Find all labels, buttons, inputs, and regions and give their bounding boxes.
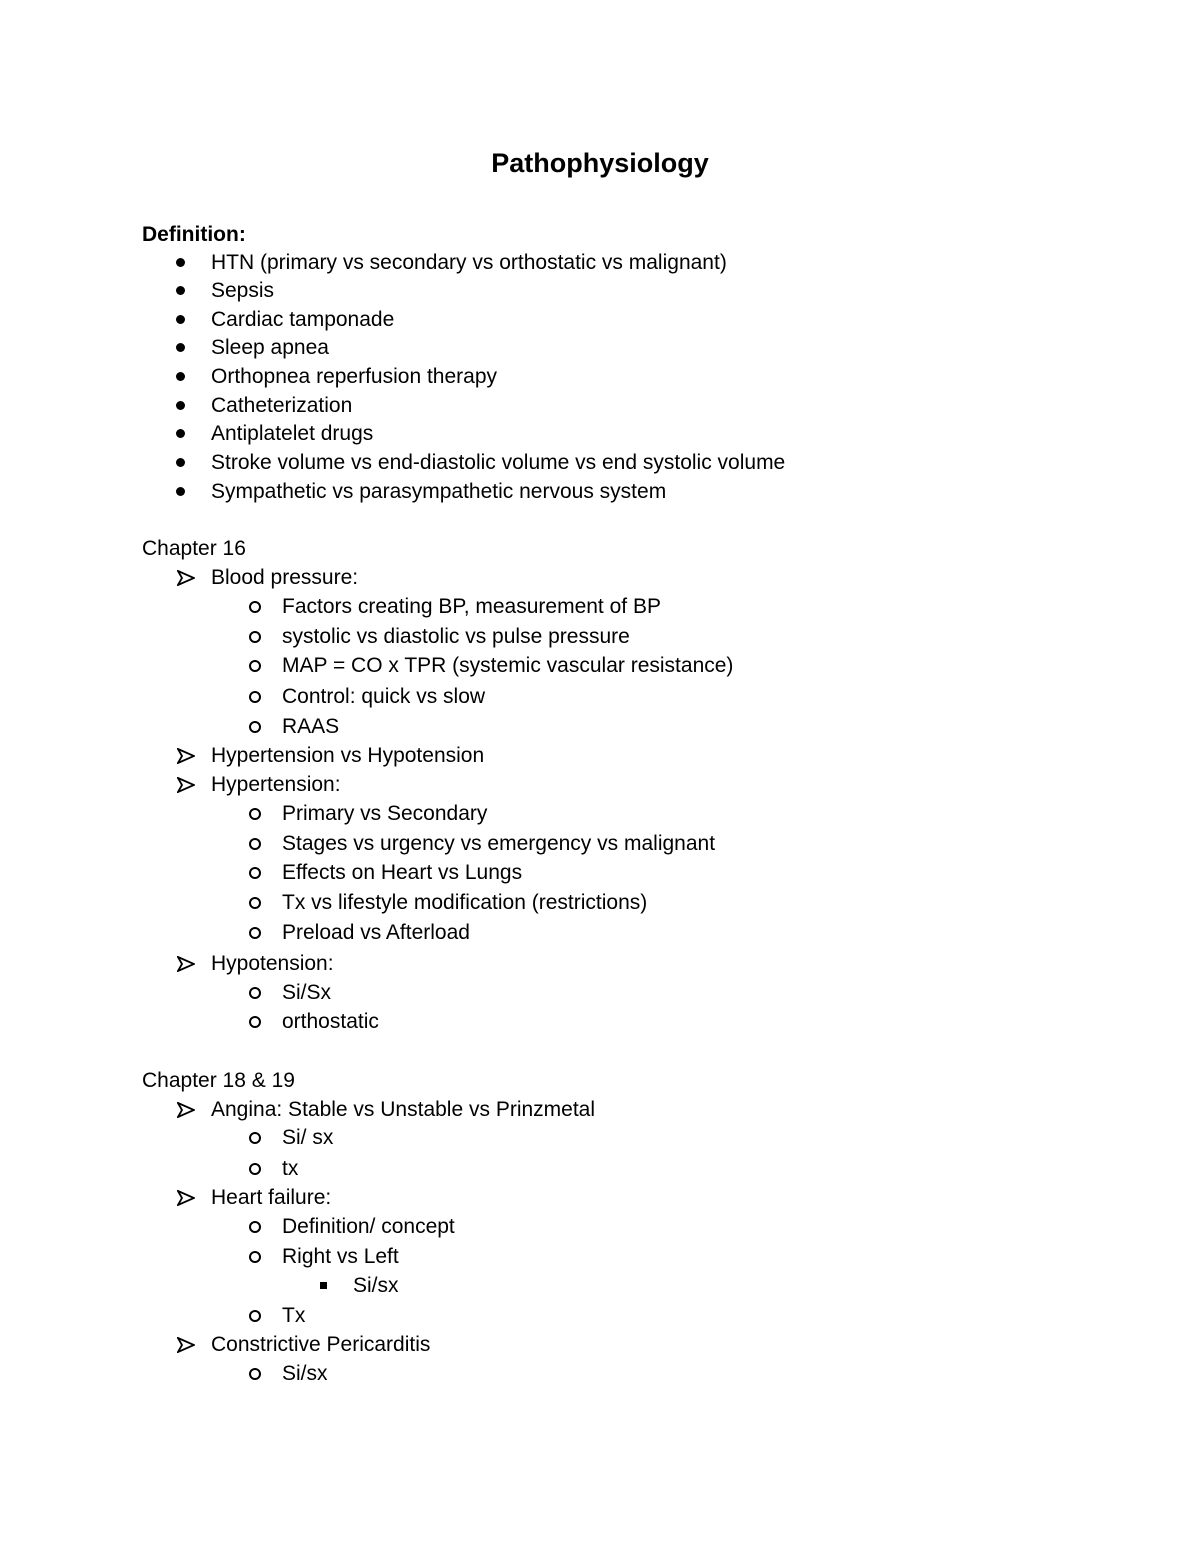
- list-item: Sepsis: [211, 279, 275, 302]
- circle-bullet-icon: [249, 1132, 261, 1144]
- list-item: Antiplatelet drugs: [211, 422, 374, 445]
- bullet-dot-icon: [176, 286, 185, 295]
- list-item: Stages vs urgency vs emergency vs malignant: [282, 832, 716, 855]
- circle-bullet-icon: [249, 1251, 261, 1263]
- chapter-16-heading: Chapter 16: [142, 537, 246, 560]
- list-item: Definition/ concept: [282, 1215, 455, 1238]
- list-item: Factors creating BP, measurement of BP: [282, 595, 661, 618]
- list-item: HTN (primary vs secondary vs orthostatic vs malignant): [211, 251, 727, 274]
- definition-heading: Definition:: [142, 223, 246, 246]
- bullet-dot-icon: [176, 372, 185, 381]
- chapter-18-19-heading: Chapter 18 & 19: [142, 1069, 295, 1092]
- circle-bullet-icon: [249, 601, 261, 613]
- list-item: RAAS: [282, 715, 340, 738]
- arrow-bullet-icon: [177, 777, 195, 793]
- bullet-dot-icon: [176, 401, 185, 410]
- list-item: systolic vs diastolic vs pulse pressure: [282, 625, 630, 648]
- list-item: Right vs Left: [282, 1245, 399, 1268]
- circle-bullet-icon: [249, 867, 261, 879]
- arrow-bullet-icon: [177, 1337, 195, 1353]
- list-item: MAP = CO x TPR (systemic vascular resistance): [282, 654, 734, 677]
- circle-bullet-icon: [249, 1016, 261, 1028]
- list-item: Tx: [282, 1304, 306, 1327]
- arrow-bullet-icon: [177, 748, 195, 764]
- bullet-dot-icon: [176, 487, 185, 496]
- list-item: tx: [282, 1157, 299, 1180]
- list-item: Primary vs Secondary: [282, 802, 488, 825]
- list-item: Preload vs Afterload: [282, 921, 470, 944]
- list-item: Si/sx: [282, 1362, 328, 1385]
- list-item: Hypertension:: [211, 773, 341, 796]
- circle-bullet-icon: [249, 691, 261, 703]
- list-item: Orthopnea reperfusion therapy: [211, 365, 498, 388]
- list-item: Angina: Stable vs Unstable vs Prinzmetal: [211, 1098, 596, 1121]
- circle-bullet-icon: [249, 1221, 261, 1233]
- list-item: orthostatic: [282, 1010, 379, 1033]
- list-item: Si/Sx: [282, 981, 332, 1004]
- list-item: Effects on Heart vs Lungs: [282, 861, 523, 884]
- circle-bullet-icon: [249, 838, 261, 850]
- list-item: Hypertension vs Hypotension: [211, 744, 485, 767]
- arrow-bullet-icon: [177, 570, 195, 586]
- circle-bullet-icon: [249, 721, 261, 733]
- circle-bullet-icon: [249, 1368, 261, 1380]
- arrow-bullet-icon: [177, 956, 195, 972]
- circle-bullet-icon: [249, 927, 261, 939]
- arrow-bullet-icon: [177, 1190, 195, 1206]
- list-item: Hypotension:: [211, 952, 334, 975]
- circle-bullet-icon: [249, 631, 261, 643]
- bullet-dot-icon: [176, 429, 185, 438]
- list-item: Constrictive Pericarditis: [211, 1333, 431, 1356]
- page-title: Pathophysiology: [491, 148, 709, 178]
- square-bullet-icon: [320, 1282, 327, 1289]
- bullet-dot-icon: [176, 343, 185, 352]
- list-item: Sympathetic vs parasympathetic nervous system: [211, 480, 667, 503]
- circle-bullet-icon: [249, 897, 261, 909]
- list-item: Si/ sx: [282, 1126, 334, 1149]
- list-item: Stroke volume vs end-diastolic volume vs end systolic volume: [211, 451, 786, 474]
- list-item: Heart failure:: [211, 1186, 332, 1209]
- list-item: Si/sx: [353, 1274, 399, 1297]
- circle-bullet-icon: [249, 660, 261, 672]
- circle-bullet-icon: [249, 987, 261, 999]
- bullet-dot-icon: [176, 258, 185, 267]
- circle-bullet-icon: [249, 1310, 261, 1322]
- list-item: Catheterization: [211, 394, 353, 417]
- circle-bullet-icon: [249, 808, 261, 820]
- bullet-dot-icon: [176, 315, 185, 324]
- list-item: Cardiac tamponade: [211, 308, 395, 331]
- list-item: Sleep apnea: [211, 336, 329, 359]
- arrow-bullet-icon: [177, 1102, 195, 1118]
- bullet-dot-icon: [176, 458, 185, 467]
- circle-bullet-icon: [249, 1163, 261, 1175]
- list-item: Control: quick vs slow: [282, 685, 486, 708]
- list-item: Tx vs lifestyle modification (restrictions): [282, 891, 648, 914]
- list-item: Blood pressure:: [211, 566, 359, 589]
